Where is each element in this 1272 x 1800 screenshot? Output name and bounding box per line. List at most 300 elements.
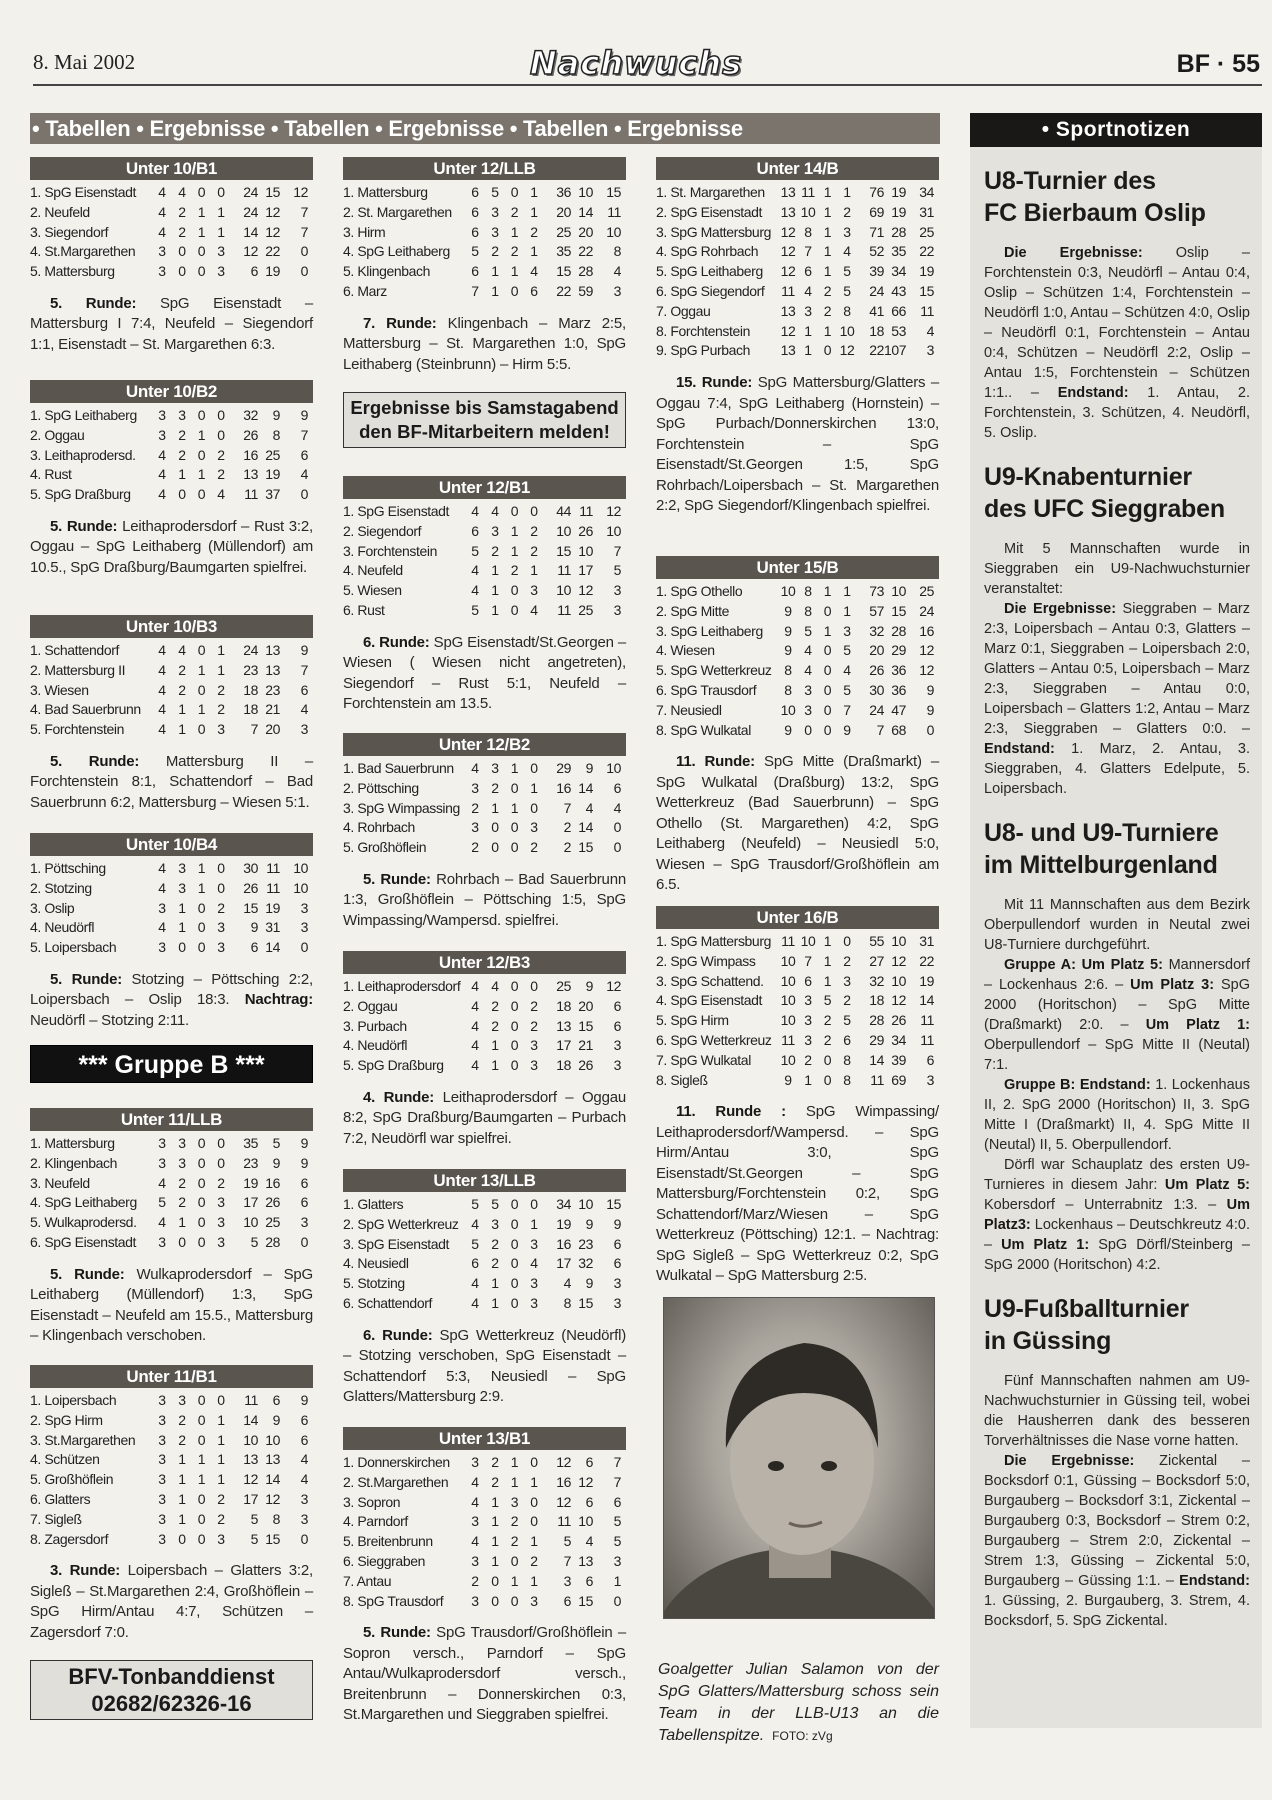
points: 12 (919, 662, 934, 679)
team-name: 3. SpG Schattend. (656, 972, 764, 989)
team-name: 2. Pöttsching (343, 779, 419, 796)
draws: 0 (823, 1071, 832, 1088)
losses: 0 (530, 760, 538, 776)
points: 31 (919, 933, 934, 949)
games: 4 (158, 446, 166, 463)
article-heading (984, 817, 1250, 881)
draws: 1 (510, 522, 519, 539)
losses: 4 (530, 1255, 538, 1272)
goals-for: 5 (250, 1530, 258, 1547)
points: 4 (300, 466, 308, 483)
bold-label: 4. Runde: (363, 1088, 435, 1106)
losses: 5 (843, 1012, 851, 1029)
games: 4 (471, 997, 479, 1014)
wins: 1 (491, 1037, 499, 1054)
losses: 0 (843, 933, 851, 949)
table-row (30, 1193, 313, 1213)
games: 3 (158, 1451, 166, 1468)
wins: 3 (178, 407, 186, 423)
goals-for: 5 (250, 1510, 258, 1527)
table-row (343, 561, 626, 581)
goals-for: 36 (556, 184, 571, 200)
table-row (30, 242, 313, 262)
losses: 10 (839, 322, 855, 339)
wins: 1 (491, 1275, 499, 1292)
goals-for: 18 (243, 701, 258, 718)
points: 5 (613, 562, 621, 579)
goals-for: 11 (557, 1513, 571, 1530)
notice-line: BFV-Tonbanddienst (68, 1664, 275, 1689)
games: 5 (471, 601, 479, 618)
notice-line: Ergebnisse bis Samstagabend (350, 397, 619, 418)
games: 9 (784, 1071, 792, 1088)
draws: 2 (510, 203, 519, 220)
team-name: 4. St.Margarethen (30, 243, 136, 260)
wins: 0 (178, 243, 186, 260)
goals-against: 13 (265, 661, 280, 678)
table-row (656, 242, 939, 262)
team-name: 1. Mattersburg (30, 1135, 115, 1151)
table-title: Unter 11/B1 (30, 1365, 313, 1388)
points: 6 (613, 1255, 621, 1272)
text-run: SpG Eisenstadt – Mattersburg I 7:4, Neufeld – Siegendorf 1:1, Eisenstadt – St. Margarethen 6:3. (30, 294, 313, 353)
team-name: 5. Wulkaprodersd. (30, 1214, 137, 1231)
team-name: 2. Klingenbach (30, 1154, 118, 1171)
games: 6 (471, 1255, 479, 1272)
table-row (30, 485, 313, 505)
losses: 3 (843, 622, 851, 639)
points: 4 (300, 1451, 308, 1468)
heading-line: im Mittelburgenland (984, 851, 1218, 879)
losses: 4 (217, 486, 225, 503)
table-row (30, 183, 313, 203)
goals-against: 35 (891, 243, 906, 260)
team-name: 5. Breitenbrunn (343, 1533, 433, 1550)
goals-for: 32 (243, 407, 258, 423)
table-title: Unter 13/B1 (343, 1427, 626, 1450)
team-name: 1. Bad Sauerbrunn (343, 760, 454, 776)
draws: 0 (197, 642, 206, 658)
table-row (30, 1450, 313, 1470)
wins: 3 (491, 223, 499, 240)
table-title: Unter 13/LLB (343, 1169, 626, 1192)
games: 3 (158, 263, 166, 280)
points: 0 (300, 243, 308, 260)
points: 6 (300, 1411, 308, 1428)
team-name: 3. Sopron (343, 1493, 401, 1510)
team-name: 4. Neufeld (343, 562, 403, 579)
points: 7 (613, 1473, 621, 1490)
standings-section (30, 1365, 313, 1643)
points: 6 (300, 1194, 308, 1211)
bfv-box-section (30, 1660, 313, 1720)
table-title: Unter 14/B (656, 157, 939, 180)
table-row (343, 977, 626, 997)
goals-for: 26 (869, 662, 884, 679)
games: 4 (471, 978, 479, 994)
goals-for: 17 (243, 1194, 258, 1211)
goals-against: 19 (891, 184, 906, 200)
table-row (30, 879, 313, 899)
team-name: 8. SpG Wulkatal (656, 721, 751, 738)
draws: 1 (823, 263, 832, 280)
games: 4 (471, 503, 479, 519)
standings-section (656, 556, 939, 896)
bold-label: Um Platz3: (984, 1197, 1250, 1233)
table-row (30, 1233, 313, 1253)
draws: 0 (510, 601, 519, 618)
wins: 1 (178, 1214, 186, 1231)
goals-against: 13 (578, 1552, 593, 1569)
photo-caption (656, 1659, 939, 1747)
wins: 4 (804, 282, 812, 299)
games: 3 (471, 779, 479, 796)
goals-against: 9 (272, 1154, 280, 1171)
goals-against: 32 (578, 1255, 593, 1272)
games: 4 (471, 1057, 479, 1074)
wins: 0 (491, 839, 499, 856)
bold-label: 3. Runde: (50, 1562, 121, 1580)
draws: 5 (823, 992, 832, 1009)
losses: 2 (530, 839, 538, 856)
losses: 12 (839, 342, 855, 359)
points: 6 (926, 1051, 934, 1068)
goals-against: 9 (585, 1215, 593, 1232)
table-row (343, 242, 626, 262)
text-run: SpG Mattersburg/Glatters – Oggau 7:4, SpG Leithaberg (Hornstein) – SpG Purbach/Donnerskirchen 13:0, Forchtenstein – SpG Eisenstadt/St.Georgen 1:5, SpG Rohrbach/Loipersbach – St. Margarethen 2:2, SpG Siegendorf/Klingenbach spielfrei. (656, 374, 939, 515)
article-paragraph (984, 599, 1250, 799)
wins: 3 (804, 992, 812, 1009)
draws: 0 (510, 779, 519, 796)
table-row (343, 522, 626, 542)
points: 16 (919, 622, 934, 639)
heading-line: U8-Turnier des (984, 167, 1156, 195)
table-row (656, 661, 939, 681)
losses: 2 (217, 1510, 225, 1527)
draws: 2 (510, 1513, 519, 1530)
table-row (656, 932, 939, 952)
goals-for: 39 (869, 263, 884, 280)
table-row (343, 1294, 626, 1314)
losses: 0 (530, 1513, 538, 1530)
table-row (30, 1470, 313, 1490)
goals-against: 14 (578, 819, 593, 836)
text-run: SpG Dörfl/Steinberg – SpG 2000 (Horitschon) 4:2. (984, 1237, 1250, 1273)
games: 3 (158, 243, 166, 260)
text-run: Mannersdorf – Lockenhaus 2:6. – (984, 957, 1250, 993)
goals-for: 18 (869, 322, 884, 339)
draws: 0 (197, 939, 206, 956)
article-paragraph (984, 243, 1250, 443)
wins: 1 (178, 1490, 186, 1507)
wins: 2 (491, 1235, 499, 1252)
black-box-section (30, 1045, 313, 1083)
points: 0 (613, 819, 621, 836)
wins: 0 (491, 1592, 499, 1609)
goals-for: 22 (556, 282, 571, 299)
goals-against: 13 (265, 642, 280, 658)
draws: 0 (197, 1214, 206, 1231)
table-title: Unter 12/LLB (343, 157, 626, 180)
text-run: SpG Wetterkreuz (Neudörfl) – Stotzing verschoben, SpG Eisenstadt – Schattendorf 5:3, Neusiedl – SpG Glatters/Mattersburg 2:9. (343, 1326, 626, 1406)
games: 6 (471, 184, 479, 200)
table-row (30, 465, 313, 485)
goals-against: 20 (578, 223, 593, 240)
points: 7 (300, 223, 308, 240)
team-name: 3. Purbach (343, 1017, 407, 1034)
text-run: Kobersdorf – Unterrabnitz 1:3. – (984, 1197, 1227, 1213)
games: 3 (158, 1510, 166, 1527)
wins: 1 (491, 1057, 499, 1074)
goals-against: 14 (578, 779, 593, 796)
draws: 0 (823, 642, 832, 659)
team-name: 3. SpG Leithaberg (656, 622, 763, 639)
goals-for: 30 (243, 860, 258, 876)
team-name: 5. SpG Wetterkreuz (656, 662, 772, 679)
games: 3 (158, 1154, 166, 1171)
wins: 1 (491, 799, 499, 816)
round-results (343, 1088, 626, 1150)
draws: 0 (823, 681, 832, 698)
draws: 0 (510, 1235, 519, 1252)
losses: 1 (217, 1451, 225, 1468)
points: 22 (919, 243, 934, 260)
table-row (343, 1572, 626, 1592)
article-paragraph (984, 1155, 1250, 1275)
goals-against: 19 (265, 899, 280, 916)
games: 4 (158, 486, 166, 503)
games: 10 (780, 583, 796, 599)
table-row (343, 838, 626, 858)
team-name: 2. St.Margarethen (343, 1473, 449, 1490)
table-row (656, 1011, 939, 1031)
draws: 0 (197, 446, 206, 463)
wins: 3 (491, 203, 499, 220)
losses: 1 (530, 184, 538, 200)
goals-for: 35 (556, 243, 571, 260)
team-name: 4. Rust (30, 466, 72, 483)
wins: 3 (804, 1012, 812, 1029)
draws: 1 (510, 263, 519, 280)
wins: 8 (804, 223, 812, 240)
goals-against: 12 (578, 1473, 593, 1490)
goals-against: 15 (891, 602, 906, 619)
points: 12 (919, 642, 934, 659)
text-run: Loipersbach – Glatters 3:2, Sigleß – St.Margarethen 2:4, Großhöflein – SpG Hirm/Antau 4:7, Schützen – Zagersdorf 7:0. (30, 1562, 313, 1641)
bold-label: 15. Runde: (676, 374, 753, 392)
points: 11 (920, 302, 934, 319)
points: 7 (300, 203, 308, 220)
draws: 0 (510, 1275, 519, 1292)
team-name: 5. Großhöflein (30, 1471, 114, 1488)
games: 4 (471, 1533, 479, 1550)
table-row (656, 701, 939, 721)
goals-for: 10 (556, 582, 571, 599)
wins: 11 (801, 184, 815, 200)
points: 6 (613, 1235, 621, 1252)
goals-against: 15 (265, 1530, 280, 1547)
goals-for: 14 (869, 1051, 884, 1068)
goals-for: 11 (244, 1392, 258, 1408)
losses: 0 (217, 1392, 225, 1408)
table-row (343, 779, 626, 799)
wins: 3 (804, 701, 812, 718)
wins: 1 (178, 1451, 186, 1468)
games: 3 (158, 1471, 166, 1488)
wins: 2 (491, 542, 499, 559)
goals-for: 7 (876, 721, 884, 738)
losses: 3 (530, 1294, 538, 1311)
draws: 1 (510, 542, 519, 559)
goals-against: 14 (265, 1471, 280, 1488)
bold-label: 5. Runde: (50, 1265, 125, 1283)
table-row (30, 681, 313, 701)
goals-for: 11 (244, 486, 258, 503)
losses: 0 (217, 407, 225, 423)
games: 10 (780, 701, 796, 718)
points: 19 (919, 263, 934, 280)
heading-line: U9-Fußballturnier (984, 1295, 1189, 1323)
losses: 2 (217, 681, 225, 698)
table-row (30, 1431, 313, 1451)
wins: 3 (178, 1154, 186, 1171)
losses: 8 (843, 1071, 851, 1088)
games: 4 (158, 1214, 166, 1231)
goals-against: 25 (578, 601, 593, 618)
wins: 2 (178, 203, 186, 220)
goals-against: 47 (891, 701, 906, 718)
games: 12 (780, 243, 796, 260)
games: 3 (471, 1513, 479, 1530)
losses: 1 (530, 203, 538, 220)
losses: 3 (217, 939, 225, 956)
games: 4 (158, 919, 166, 936)
table-row (30, 661, 313, 681)
draws: 0 (823, 662, 832, 679)
table-row (656, 602, 939, 622)
wins: 2 (491, 1255, 499, 1272)
team-name: 6. SpG Eisenstadt (30, 1233, 137, 1250)
games: 10 (780, 952, 796, 969)
goals-for: 2 (563, 839, 571, 856)
games: 8 (784, 662, 792, 679)
bold-label: Die Ergebnisse: (1004, 601, 1117, 617)
points: 4 (300, 701, 308, 718)
table-row (30, 1174, 313, 1194)
wins: 3 (491, 760, 499, 776)
wins: 1 (178, 919, 186, 936)
draws: 0 (510, 1294, 519, 1311)
points: 12 (606, 978, 621, 994)
games: 5 (471, 1235, 479, 1252)
games: 2 (471, 839, 479, 856)
games: 12 (780, 223, 796, 240)
draws: 0 (510, 1196, 519, 1212)
points: 6 (613, 1017, 621, 1034)
goals-against: 5 (272, 1135, 280, 1151)
wins: 3 (178, 1135, 186, 1151)
notice-line: 02682/62326-16 (91, 1691, 252, 1716)
points: 6 (613, 1493, 621, 1510)
table-row (30, 426, 313, 446)
table-row (656, 302, 939, 322)
goals-against: 10 (891, 583, 906, 599)
draws: 0 (510, 1215, 519, 1232)
games: 3 (158, 939, 166, 956)
text-run: Leithaprodersdorf – Oggau 8:2, SpG Draßburg/Baumgarten – Purbach 7:2, Neudörfl war spielfrei. (343, 1088, 626, 1147)
goals-for: 7 (250, 721, 258, 738)
draws: 3 (510, 1493, 519, 1510)
draws: 0 (197, 1392, 206, 1408)
goals-against: 28 (891, 223, 906, 240)
goals-against: 59 (578, 282, 593, 299)
wins: 3 (178, 1392, 186, 1408)
goals-for: 24 (869, 701, 884, 718)
table-title: Unter 12/B2 (343, 733, 626, 756)
losses: 6 (843, 1031, 851, 1048)
table-row (30, 938, 313, 958)
goals-against: 28 (578, 263, 593, 280)
points: 9 (300, 1392, 308, 1408)
goals-against: 10 (891, 933, 906, 949)
goals-for: 24 (869, 282, 884, 299)
team-name: 3. SpG Wimpassing (343, 799, 460, 816)
points: 0 (300, 939, 308, 956)
games: 9 (784, 602, 792, 619)
caption-text: Goalgetter Julian Salamon von der SpG Glatters/Mattersburg schoss sein Team in der LLB-U13 an die Tabellenspitze. (658, 1661, 939, 1744)
goals-for: 27 (869, 952, 884, 969)
goals-against: 69 (891, 1071, 906, 1088)
goals-for: 26 (243, 426, 258, 443)
article-paragraph (984, 1451, 1250, 1631)
points: 25 (919, 223, 934, 240)
wins: 2 (491, 1017, 499, 1034)
team-name: 4. Parndorf (343, 1513, 408, 1530)
points: 11 (920, 1012, 934, 1029)
draws: 2 (823, 302, 832, 319)
wins: 7 (804, 243, 812, 260)
goals-for: 57 (869, 602, 884, 619)
draws: 1 (823, 583, 832, 599)
team-name: 4. Schützen (30, 1451, 100, 1468)
points: 9 (300, 642, 308, 658)
losses: 0 (530, 1196, 538, 1212)
bold-label: Um Platz 1: (1145, 1017, 1250, 1033)
table-row (656, 972, 939, 992)
goals-for: 52 (869, 243, 884, 260)
bold-label: Die Ergebnisse: (1004, 1453, 1135, 1469)
losses: 1 (217, 203, 225, 220)
losses: 2 (843, 952, 851, 969)
team-name: 6. Sieggraben (343, 1552, 425, 1569)
draws: 1 (823, 223, 832, 240)
games: 4 (471, 1017, 479, 1034)
text-run: 1. Antau, 2. Forchtenstein, 3. Schützen, 4. Neudörfl, 5. Oslip. (984, 385, 1250, 441)
goals-against: 15 (578, 839, 593, 856)
points: 3 (613, 1294, 621, 1311)
games: 3 (158, 1431, 166, 1448)
draws: 0 (197, 899, 206, 916)
points: 9 (613, 1215, 621, 1232)
draws: 1 (197, 223, 206, 240)
bold-label: 7. Runde: (363, 314, 437, 332)
text-run: Fünf Mannschaften nahmen am U9-Nachwuchsturnier in Güssing teil, wobei die Hausherren dank des besseren Torverhältnisses die Nase vorne hatten. (984, 1373, 1250, 1449)
goals-for: 17 (556, 1037, 571, 1054)
goals-for: 55 (869, 933, 884, 949)
team-name: 6. Glatters (30, 1490, 91, 1507)
losses: 1 (530, 1215, 538, 1232)
goals-for: 5 (563, 1533, 571, 1550)
